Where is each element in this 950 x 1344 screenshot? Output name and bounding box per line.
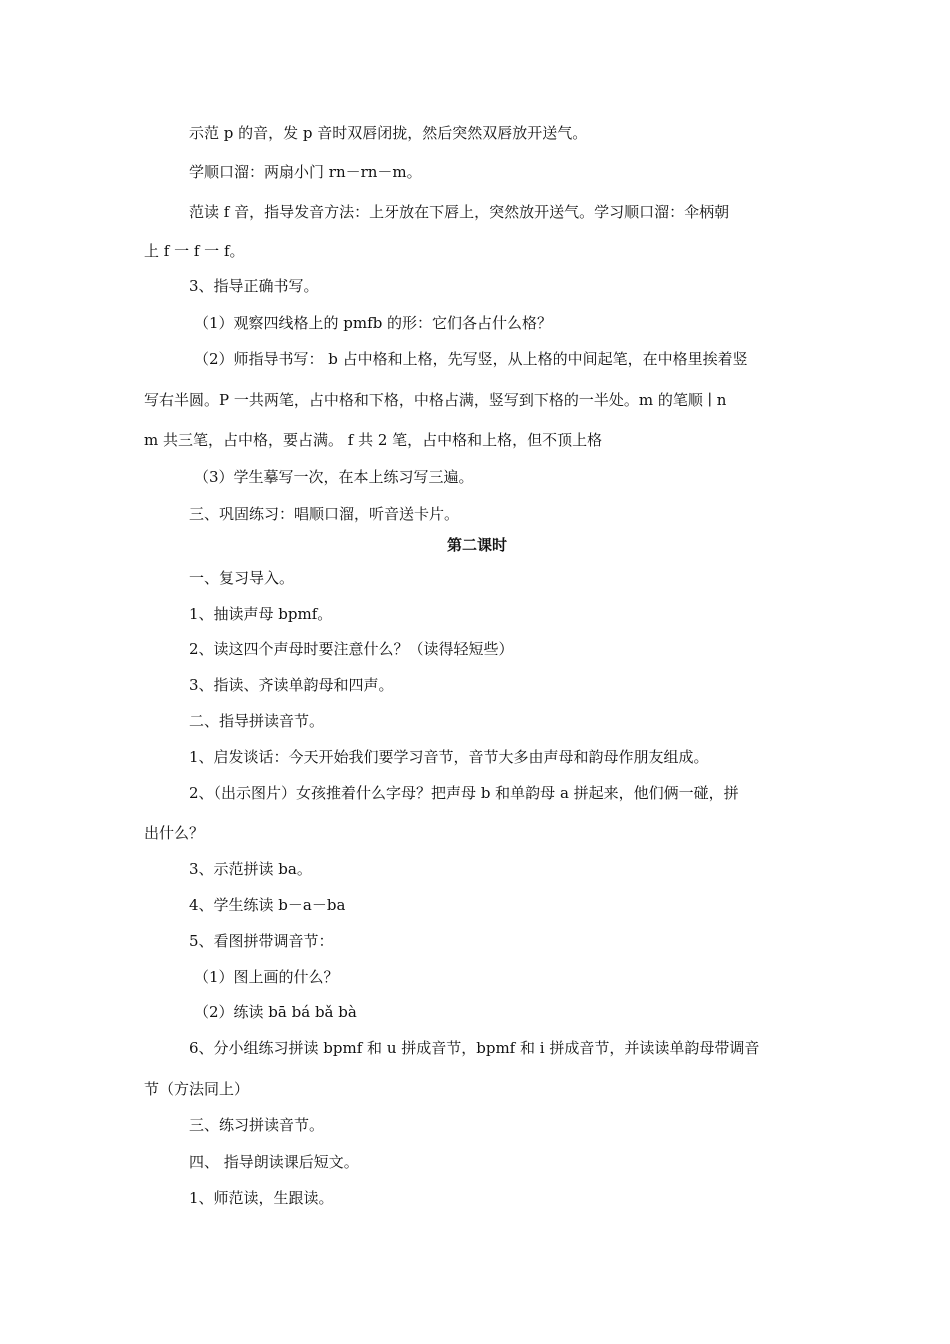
paragraph: 1、抽读声母 bpmf。 bbox=[189, 605, 333, 623]
paragraph: 3、指导正确书写。 bbox=[189, 277, 319, 295]
paragraph: 三、巩固练习：唱顺口溜，听音送卡片。 bbox=[189, 505, 460, 523]
section-heading: 第二课时 bbox=[446, 536, 507, 554]
paragraph: 3、指读、齐读单韵母和四声。 bbox=[189, 676, 394, 694]
paragraph: 范读 f 音，指导发音方法：上牙放在下唇上，突然放开送气。学习顺口溜：伞柄朝 bbox=[189, 203, 730, 221]
paragraph: 1、启发谈话：今天开始我们要学习音节，音节大多由声母和韵母作朋友组成。 bbox=[189, 748, 709, 766]
paragraph: 6、分小组练习拼读 bpmf 和 u 拼成音节，bpmf 和 i 拼成音节，并读读单韵母带调音 bbox=[189, 1039, 760, 1057]
paragraph-continuation: 写右半圆。P 一共两笔，占中格和下格，中格占满，竖写到下格的一半处。m 的笔顺 ∣ n bbox=[144, 391, 727, 409]
paragraph: 4、学生练读 b－a－ba bbox=[189, 896, 346, 914]
paragraph-continuation: 上 f 一 f 一 f。 bbox=[144, 242, 245, 260]
paragraph: 2、读这四个声母时要注意什么？（读得轻短些） bbox=[189, 640, 514, 658]
paragraph-continuation: 节（方法同上） bbox=[144, 1080, 250, 1098]
paragraph: 1、师范读，生跟读。 bbox=[189, 1189, 334, 1207]
paragraph: 二、指导拼读音节。 bbox=[189, 712, 325, 730]
paragraph: 一、复习导入。 bbox=[189, 569, 295, 587]
paragraph: 2、（出示图片）女孩推着什么字母？把声母 b 和单韵母 a 拼起来，他们俩一碰，拼 bbox=[189, 784, 739, 802]
paragraph: （3）学生摹写一次，在本上练习写三遍。 bbox=[194, 468, 474, 486]
paragraph: 学顺口溜：两扇小门 rn－rn－m。 bbox=[189, 163, 422, 181]
paragraph: 三、练习拼读音节。 bbox=[189, 1116, 325, 1134]
paragraph: 3、示范拼读 ba。 bbox=[189, 860, 312, 878]
paragraph: 四、 指导朗读课后短文。 bbox=[189, 1153, 359, 1171]
paragraph-continuation: m 共三笔，占中格，要占满。 f 共 2 笔，占中格和上格，但不顶上格 bbox=[144, 431, 603, 449]
paragraph: （2）练读 bā bá bǎ bà bbox=[194, 1003, 357, 1021]
paragraph: 示范 p 的音，发 p 音时双唇闭拢，然后突然双唇放开送气。 bbox=[189, 124, 588, 142]
paragraph: 5、看图拼带调音节： bbox=[189, 932, 334, 950]
paragraph: （1）观察四线格上的 pmfb 的形：它们各占什么格？ bbox=[194, 314, 553, 332]
paragraph: （2）师指导书写： b 占中格和上格，先写竖，从上格的中间起笔，在中格里挨着竖 bbox=[194, 350, 748, 368]
paragraph: （1）图上画的什么？ bbox=[194, 968, 339, 986]
paragraph-continuation: 出什么？ bbox=[144, 824, 205, 842]
